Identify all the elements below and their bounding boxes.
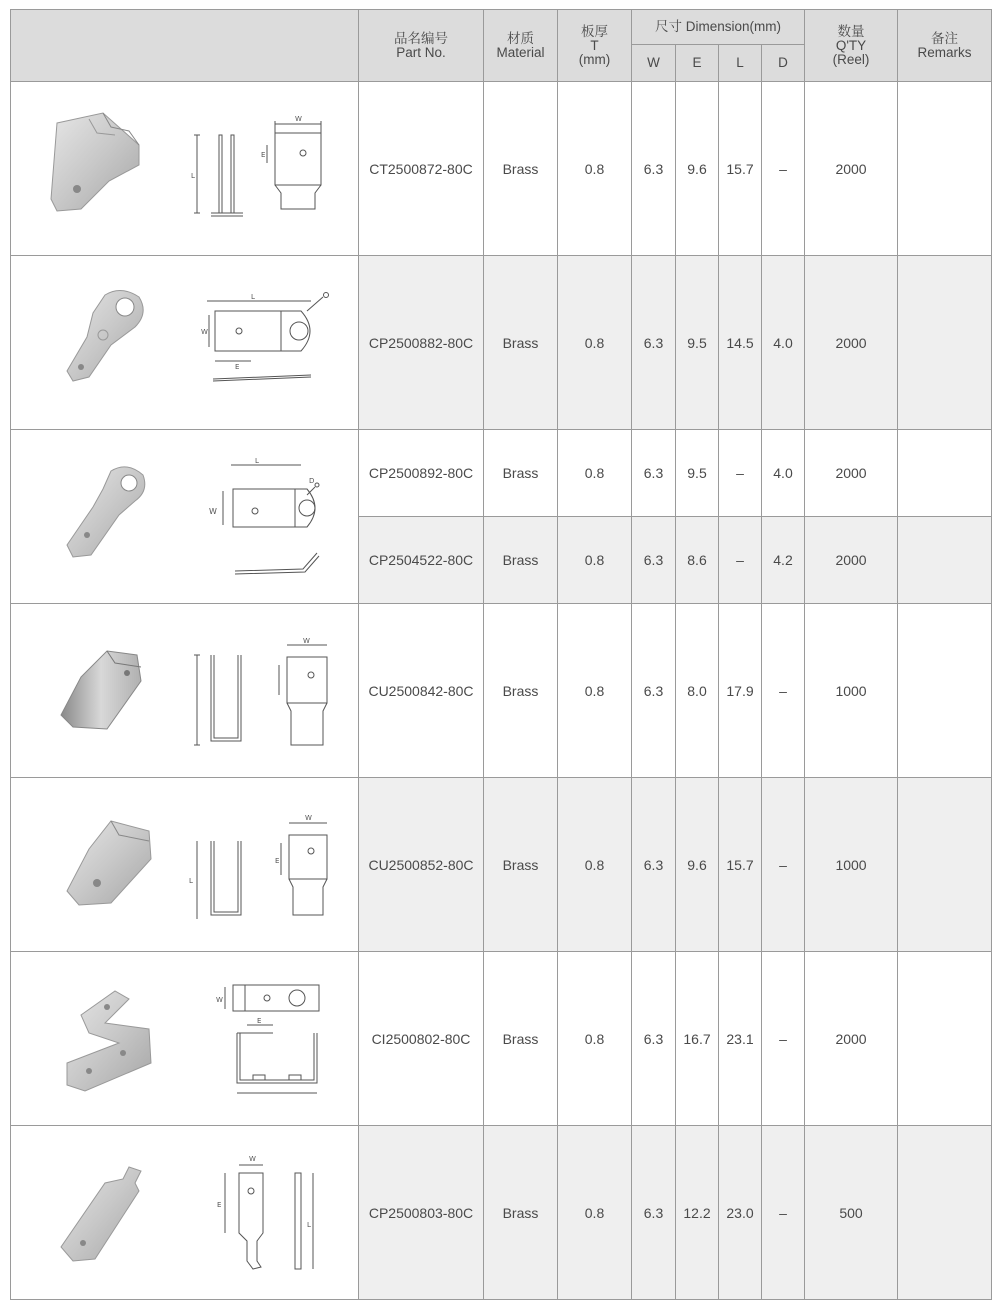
qty-header — [805, 10, 898, 82]
thickness-header-unit: (mm) — [578, 51, 611, 67]
terminal-drawing-cu2500842 — [11, 605, 357, 777]
front-view-drawing — [191, 135, 243, 216]
drawing-label-e: E — [257, 1016, 262, 1025]
dim-l-cell: 23.1 — [719, 952, 762, 1126]
dim-l-cell: – — [719, 430, 762, 517]
qty-header-unit: (Reel) — [832, 51, 870, 67]
remarks-cell — [898, 1126, 992, 1300]
image-header-cell — [11, 10, 359, 82]
dim-l-header: L — [719, 45, 762, 82]
material-cell: Brass — [484, 82, 558, 256]
dim-w-cell: 6.3 — [632, 82, 676, 256]
drawing-label-w: W — [201, 327, 208, 336]
thickness-cell: 0.8 — [558, 517, 632, 604]
qty-cell: 2000 — [805, 517, 898, 604]
thickness-cell: 0.8 — [558, 778, 632, 952]
front-view-drawing — [201, 292, 329, 381]
dim-w-cell: 6.3 — [632, 778, 676, 952]
drawing-label-e: E — [261, 150, 266, 159]
part-no-header — [359, 10, 484, 82]
part-no-cell: CP2504522-80C — [359, 517, 484, 604]
thickness-cell: 0.8 — [558, 604, 632, 778]
front-view-drawing — [194, 655, 241, 745]
table-row — [11, 430, 992, 517]
dim-e-cell: 8.6 — [676, 517, 719, 604]
qty-header-en: Q'TY — [835, 37, 867, 53]
dim-l-cell: 14.5 — [719, 256, 762, 430]
thickness-header-t: T — [590, 37, 599, 53]
terminal-drawing-cp2500892 — [11, 431, 357, 603]
terminal-drawing-cp2500882 — [11, 257, 357, 429]
drawing-label-w: W — [305, 813, 312, 822]
remarks-cell — [898, 952, 992, 1126]
dim-w-cell: 6.3 — [632, 256, 676, 430]
dim-d-cell: – — [762, 604, 805, 778]
qty-cell: 1000 — [805, 604, 898, 778]
dim-d-cell: – — [762, 952, 805, 1126]
drawing-label-w: W — [295, 114, 302, 123]
terminal-photo — [51, 113, 139, 211]
thickness-cell: 0.8 — [558, 952, 632, 1126]
side-view-drawing — [295, 1173, 313, 1269]
top-view-drawing — [216, 985, 319, 1011]
drawing-label-w: W — [303, 636, 310, 645]
drawing-label-l: L — [307, 1220, 311, 1229]
side-view-drawing — [237, 1017, 317, 1093]
terminal-drawing-ci2500802 — [11, 953, 357, 1125]
product-image-cell — [11, 952, 359, 1126]
part-no-header-en: Part No. — [396, 44, 446, 60]
terminal-drawing-cu2500852 — [11, 779, 357, 951]
side-view-drawing — [261, 115, 321, 209]
remarks-cell — [898, 256, 992, 430]
thickness-header-cn: 板厚 — [581, 23, 608, 39]
part-no-cell: CU2500852-80C — [359, 778, 484, 952]
drawing-label-l: L — [251, 292, 255, 301]
dim-e-cell: 9.5 — [676, 256, 719, 430]
remarks-cell — [898, 430, 992, 517]
material-header-en: Material — [496, 44, 545, 60]
product-image-cell — [11, 256, 359, 430]
dim-w-cell: 6.3 — [632, 517, 676, 604]
drawing-label-d: D — [309, 476, 315, 485]
terminal-photo — [67, 466, 145, 556]
qty-cell: 2000 — [805, 952, 898, 1126]
qty-cell: 500 — [805, 1126, 898, 1300]
drawing-label-w: W — [216, 995, 223, 1004]
drawing-label-e: E — [235, 362, 240, 371]
material-cell: Brass — [484, 1126, 558, 1300]
product-image-cell — [11, 778, 359, 952]
dim-e-header: E — [676, 45, 719, 82]
dim-l-cell: – — [719, 517, 762, 604]
dim-e-cell: 8.0 — [676, 604, 719, 778]
table-row — [11, 604, 992, 778]
dim-d-cell: – — [762, 82, 805, 256]
material-cell: Brass — [484, 430, 558, 517]
material-cell: Brass — [484, 604, 558, 778]
dim-d-cell: 4.0 — [762, 256, 805, 430]
drawing-label-w: W — [209, 506, 217, 516]
remarks-cell — [898, 82, 992, 256]
dim-w-header: W — [632, 45, 676, 82]
terminal-drawing-cp2500803 — [11, 1127, 357, 1299]
dim-l-cell: 15.7 — [719, 778, 762, 952]
dim-d-cell: – — [762, 1126, 805, 1300]
remarks-cell — [898, 778, 992, 952]
table-row — [11, 82, 992, 256]
qty-cell: 2000 — [805, 82, 898, 256]
dim-w-cell: 6.3 — [632, 430, 676, 517]
drawing-label-l: L — [189, 876, 193, 885]
drawing-label-e: E — [275, 856, 280, 865]
thickness-cell: 0.8 — [558, 430, 632, 517]
dim-e-cell: 12.2 — [676, 1126, 719, 1300]
front-view-drawing — [209, 457, 319, 574]
material-cell: Brass — [484, 256, 558, 430]
dim-d-header: D — [762, 45, 805, 82]
material-header-cn: 材质 — [507, 30, 534, 46]
material-cell: Brass — [484, 517, 558, 604]
remarks-header-cn: 备注 — [931, 30, 959, 46]
terminal-photo — [67, 290, 143, 381]
table-row — [11, 1126, 992, 1300]
thickness-cell: 0.8 — [558, 256, 632, 430]
qty-cell: 1000 — [805, 778, 898, 952]
thickness-cell: 0.8 — [558, 82, 632, 256]
table-row — [11, 952, 992, 1126]
side-view-drawing — [279, 637, 327, 745]
dim-w-cell: 6.3 — [632, 952, 676, 1126]
dim-e-cell: 16.7 — [676, 952, 719, 1126]
front-view-drawing — [189, 841, 241, 919]
dim-d-cell: 4.0 — [762, 430, 805, 517]
part-no-header-cn: 品名编号 — [394, 30, 448, 46]
dimension-header: 尺寸 Dimension(mm) — [632, 10, 805, 45]
terminal-spec-table — [10, 9, 992, 1300]
thickness-cell: 0.8 — [558, 1126, 632, 1300]
table-row — [11, 778, 992, 952]
dim-d-cell: – — [762, 778, 805, 952]
remarks-cell — [898, 517, 992, 604]
dim-d-cell: 4.2 — [762, 517, 805, 604]
front-view-drawing — [217, 1155, 263, 1269]
remarks-header-en: Remarks — [917, 44, 972, 60]
dim-e-cell: 9.5 — [676, 430, 719, 517]
qty-cell: 2000 — [805, 430, 898, 517]
product-image-cell — [11, 604, 359, 778]
dim-e-cell: 9.6 — [676, 82, 719, 256]
part-no-cell: CP2500882-80C — [359, 256, 484, 430]
dim-l-cell: 23.0 — [719, 1126, 762, 1300]
terminal-photo — [67, 821, 151, 905]
drawing-label-w: W — [249, 1154, 256, 1163]
part-no-cell: CP2500803-80C — [359, 1126, 484, 1300]
part-no-cell: CI2500802-80C — [359, 952, 484, 1126]
part-no-cell: CP2500892-80C — [359, 430, 484, 517]
terminal-photo — [61, 651, 141, 729]
part-no-cell: CU2500842-80C — [359, 604, 484, 778]
dim-l-cell: 17.9 — [719, 604, 762, 778]
terminal-drawing-ct2500872 — [11, 83, 357, 255]
remarks-header — [898, 10, 992, 82]
terminal-photo — [67, 991, 151, 1091]
dim-l-cell: 15.7 — [719, 82, 762, 256]
dim-e-cell: 9.6 — [676, 778, 719, 952]
thickness-header — [558, 10, 632, 82]
drawing-label-l: L — [255, 456, 259, 465]
drawing-label-l: L — [191, 171, 195, 180]
part-no-cell: CT2500872-80C — [359, 82, 484, 256]
side-view-drawing — [275, 814, 327, 915]
material-header — [484, 10, 558, 82]
dim-w-cell: 6.3 — [632, 604, 676, 778]
table-row — [11, 256, 992, 430]
qty-cell: 2000 — [805, 256, 898, 430]
material-cell: Brass — [484, 778, 558, 952]
product-image-cell — [11, 1126, 359, 1300]
material-cell: Brass — [484, 952, 558, 1126]
qty-header-cn: 数量 — [837, 23, 865, 39]
product-image-cell — [11, 82, 359, 256]
product-image-cell — [11, 430, 359, 604]
drawing-label-e: E — [217, 1200, 222, 1209]
remarks-cell — [898, 604, 992, 778]
dim-w-cell: 6.3 — [632, 1126, 676, 1300]
terminal-photo — [61, 1167, 141, 1261]
